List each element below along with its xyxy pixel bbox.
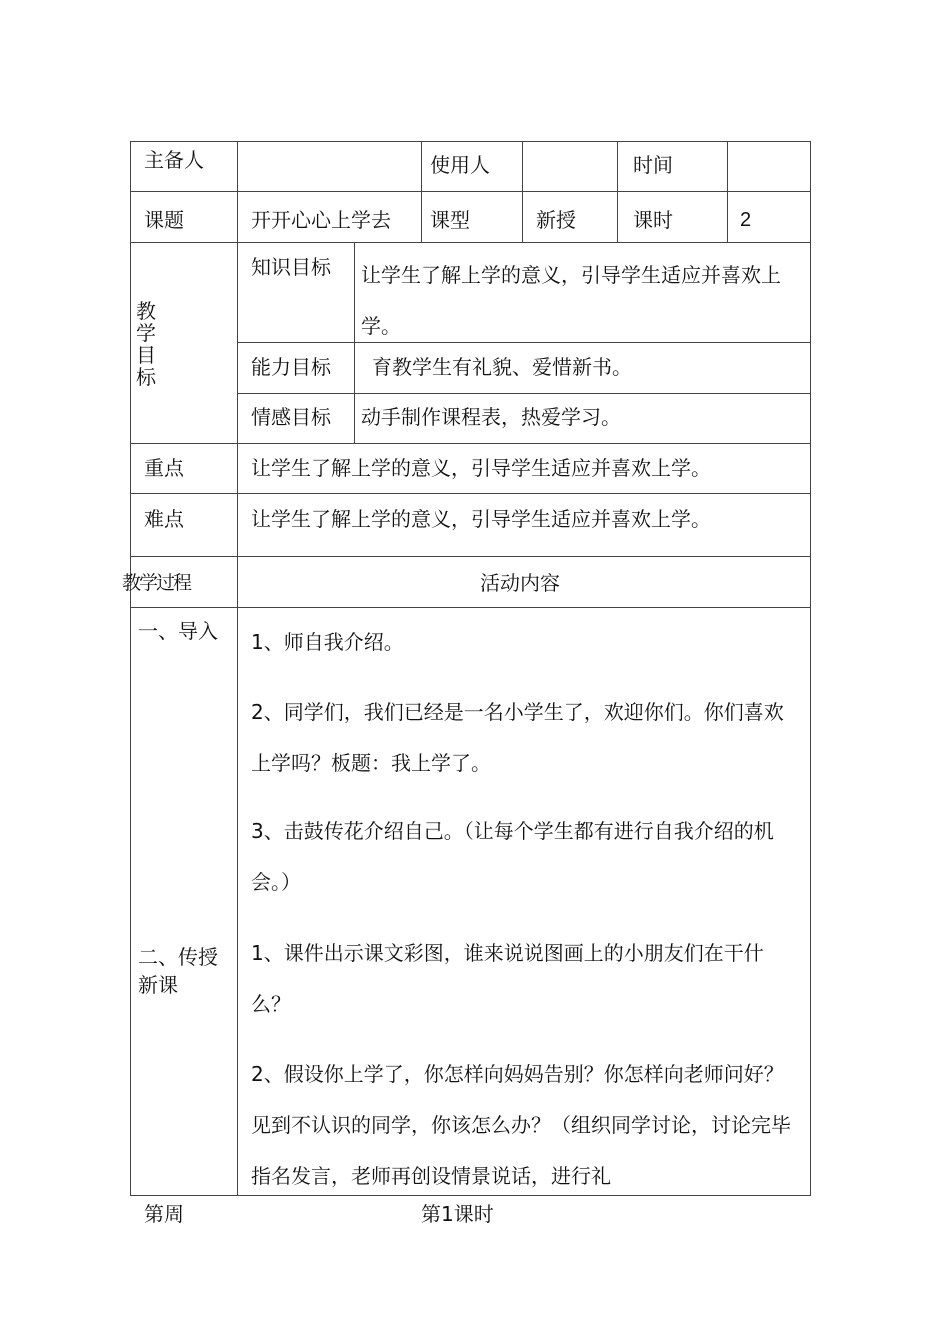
step-item: 1、师自我介绍。	[251, 630, 404, 654]
hours-label: 课时	[633, 208, 673, 232]
difficulty-label: 难点	[144, 507, 184, 531]
column-divider	[421, 141, 422, 243]
row-divider	[130, 556, 811, 557]
footer-lesson: 第1课时	[421, 1202, 494, 1226]
table-border-left	[130, 141, 131, 1196]
emotion-goal-text: 动手制作课程表，热爱学习。	[361, 405, 621, 429]
step-item: 2、假设你上学了，你怎样向妈妈告别？你怎样向老师问好？见到不认识的同学，你该怎么办？（组织同学讨论，讨论完毕指名发言，老师再创设情景说话，进行礼	[251, 1062, 791, 1188]
column-divider	[237, 141, 238, 1196]
goals-section-label: 教学目标	[136, 299, 156, 389]
preparer-label: 主备人	[144, 148, 204, 172]
topic-label: 课题	[144, 208, 184, 232]
key-point-label: 重点	[144, 456, 184, 480]
type-value: 新授	[536, 208, 576, 232]
difficulty-text: 让学生了解上学的意义，引导学生适应并喜欢上学。	[251, 507, 711, 531]
table-border-right	[810, 141, 811, 1196]
key-point-text: 让学生了解上学的意义，引导学生适应并喜欢上学。	[251, 456, 711, 480]
activity-header: 活动内容	[480, 571, 560, 595]
row-divider	[130, 242, 811, 243]
row-divider	[237, 393, 811, 394]
ability-goal-label: 能力目标	[251, 355, 331, 379]
step-item: 1、课件出示课文彩图，谁来说说图画上的小朋友们在干什么？	[251, 941, 764, 1016]
table-border-top	[130, 141, 811, 142]
hours-value: 2	[740, 209, 752, 231]
knowledge-goal-text: 让学生了解上学的意义，引导学生适应并喜欢上学。	[361, 263, 781, 338]
row-divider	[130, 493, 811, 494]
time-label: 时间	[633, 153, 673, 177]
emotion-goal-label: 情感目标	[251, 405, 331, 429]
footer-week: 第周	[144, 1202, 184, 1226]
row-divider	[130, 443, 811, 444]
topic-value: 开开心心上学去	[251, 208, 391, 232]
table-border-bottom	[130, 1195, 811, 1196]
ability-goal-text: 育教学生有礼貌、爱惜新书。	[372, 355, 632, 379]
step-item: 2、同学们，我们已经是一名小学生了，欢迎你们。你们喜欢上学吗？板题：我上学了。	[251, 700, 784, 775]
column-divider	[522, 141, 523, 243]
column-divider	[617, 141, 618, 243]
user-label: 使用人	[430, 153, 490, 177]
type-label: 课型	[430, 208, 470, 232]
knowledge-goal-label: 知识目标	[251, 255, 331, 279]
step-label: 二、传授新课	[138, 945, 218, 997]
process-label: 教学过程	[122, 572, 191, 594]
column-divider	[354, 242, 355, 444]
row-divider	[130, 607, 811, 608]
step-label: 一、导入	[138, 619, 218, 643]
column-divider	[727, 141, 728, 243]
row-divider	[130, 191, 811, 192]
step-item: 3、击鼓传花介绍自己。（让每个学生都有进行自我介绍的机会。）	[251, 819, 774, 894]
